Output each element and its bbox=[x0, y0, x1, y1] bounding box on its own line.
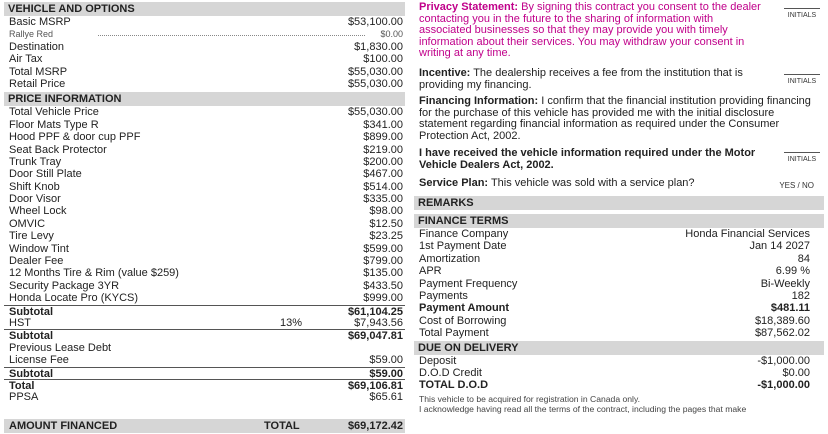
vehicle-row-total-msrp: Total MSRP $55,030.00 bbox=[9, 65, 403, 78]
price-row-dealer-fee: Dealer Fee $799.00 bbox=[9, 255, 403, 268]
delivery-rows bbox=[414, 355, 824, 392]
price-section-header: PRICE INFORMATION bbox=[4, 92, 405, 106]
finance-row-cost-of-borrowing: Cost of Borrowing $18,389.60 bbox=[419, 314, 810, 327]
price-row-tire-levy: Tire Levy $23.25 bbox=[9, 230, 403, 243]
price-row-license-fee: License Fee $59.00 bbox=[9, 354, 403, 367]
price-row-door-visor: Door Visor $335.00 bbox=[9, 193, 403, 206]
price-row-subtotal: Subtotal $61,104.25 bbox=[4, 305, 405, 317]
price-row-12-months-tire-rim-value-259: 12 Months Tire & Rim (value $259) $135.00 bbox=[9, 267, 403, 280]
initials-field-received[interactable]: INITIALS bbox=[784, 152, 820, 166]
amount-financed-label: AMOUNT FINANCED bbox=[9, 420, 118, 432]
service-plan-statement: Service Plan: This vehicle was sold with a service plan? YES / NO bbox=[419, 177, 814, 190]
amount-financed-bar bbox=[4, 419, 405, 433]
amount-financed-total-label: TOTAL bbox=[264, 420, 300, 432]
delivery-section-header: DUE ON DELIVERY bbox=[414, 341, 824, 355]
delivery-row-deposit: Deposit -$1,000.00 bbox=[419, 354, 810, 367]
initials-field-incentive[interactable]: INITIALS bbox=[784, 74, 820, 88]
footer-note-acknowledge: I acknowledge having read all the terms of the contract, including the pages that make bbox=[419, 403, 747, 414]
vehicle-row-color: Rallye Red $0.00 bbox=[9, 29, 403, 40]
footer-notes bbox=[414, 394, 824, 414]
finance-section-header: FINANCE TERMS bbox=[414, 214, 824, 228]
vehicle-row-destination: Destination $1,830.00 bbox=[9, 40, 403, 53]
price-row-ppsa: PPSA $65.61 bbox=[9, 391, 403, 404]
price-row-total: Total $69,106.81 bbox=[4, 379, 405, 391]
finance-row-amortization: Amortization 84 bbox=[419, 252, 810, 265]
price-row-window-tint: Window Tint $599.00 bbox=[9, 242, 403, 255]
price-row-subtotal: Subtotal $69,047.81 bbox=[4, 329, 405, 341]
finance-row-payment-frequency: Payment Frequency Bi-Weekly bbox=[419, 277, 810, 290]
price-row-door-still-plate: Door Still Plate $467.00 bbox=[9, 168, 403, 181]
price-row-shift-knob: Shift Knob $514.00 bbox=[9, 180, 403, 193]
right-column bbox=[414, 2, 824, 414]
price-rows bbox=[4, 106, 405, 403]
price-row-floor-mats-type-r: Floor Mats Type R $341.00 bbox=[9, 118, 403, 131]
price-row-previous-lease-debt: Previous Lease Debt bbox=[9, 341, 112, 354]
finance-row-payment-amount: Payment Amount $481.11 bbox=[419, 302, 810, 315]
delivery-row-total-d-o-d: TOTAL D.O.D -$1,000.00 bbox=[419, 379, 810, 392]
yes-no-choice[interactable]: YES / NO bbox=[779, 181, 814, 190]
privacy-statement: Privacy Statement: By signing this contract you consent to the dealer contacting you in the future to the sharing of information with associated businesses so that they may provide you with timely information about their services. You may withdraw your consent in writing at any time. INITIALS bbox=[414, 2, 824, 62]
finance-row-apr: APR 6.99 % bbox=[419, 265, 810, 278]
price-row-security-package-3yr: Security Package 3YR $433.50 bbox=[9, 279, 403, 292]
vehicle-row-air-tax: Air Tax $100.00 bbox=[9, 53, 403, 66]
vehicle-section-header: VEHICLE AND OPTIONS bbox=[4, 2, 405, 16]
financing-statement: Financing Information: I confirm that the financial institution providing financing for the purchase of this vehicle has provided me with the initial disclosure statement regarding financial information as required under the Consumer Protection Act, 2002. bbox=[419, 95, 811, 142]
left-column bbox=[4, 2, 405, 404]
finance-row-1st-payment-date: 1st Payment Date Jan 14 2027 bbox=[419, 240, 810, 253]
price-row-trunk-tray: Trunk Tray $200.00 bbox=[9, 155, 403, 168]
price-row-subtotal: Subtotal $59.00 bbox=[4, 367, 405, 379]
finance-row-total-payment: Total Payment $87,562.02 bbox=[419, 327, 810, 340]
amount-financed-value: $69,172.42 bbox=[347, 420, 403, 432]
vehicle-rows bbox=[4, 16, 405, 90]
finance-row-payments: Payments 182 bbox=[419, 289, 810, 302]
incentive-statement: Incentive: The dealership receives a fee from the institution that is providing my financing. INITIALS bbox=[414, 68, 824, 94]
price-row-hood-ppf-door-cup-ppf: Hood PPF & door cup PPF $899.00 bbox=[9, 131, 403, 144]
remarks-section-header: REMARKS bbox=[414, 196, 824, 210]
price-row-hst: HST 13% $7,943.56 bbox=[9, 316, 403, 329]
price-row-total-vehicle-price: Total Vehicle Price $55,030.00 bbox=[9, 106, 403, 119]
initials-field-privacy[interactable]: INITIALS bbox=[784, 8, 820, 22]
price-row-omvic: OMVIC $12.50 bbox=[9, 217, 403, 230]
price-row-wheel-lock: Wheel Lock $98.00 bbox=[9, 205, 403, 218]
price-row-seat-back-protector: Seat Back Protector $219.00 bbox=[9, 143, 403, 156]
price-row-honda-locate-pro-kycs: Honda Locate Pro (KYCS) $999.00 bbox=[9, 292, 403, 305]
vehicle-row-retail-price: Retail Price $55,030.00 bbox=[9, 77, 403, 90]
received-statement: I have received the vehicle information required under the Motor Vehicle Dealers Act, 2002. INITIALS bbox=[414, 148, 824, 176]
footer-note-registration: This vehicle to be acquired for registration in Canada only. bbox=[419, 393, 641, 404]
finance-row-finance-company: Finance Company Honda Financial Services bbox=[419, 228, 810, 240]
vehicle-row-basic-msrp: Basic MSRP $53,100.00 bbox=[9, 16, 403, 28]
delivery-row-d-o-d-credit: D.O.D Credit $0.00 bbox=[419, 366, 810, 379]
finance-rows bbox=[414, 228, 824, 340]
dotted-leader bbox=[98, 35, 365, 36]
